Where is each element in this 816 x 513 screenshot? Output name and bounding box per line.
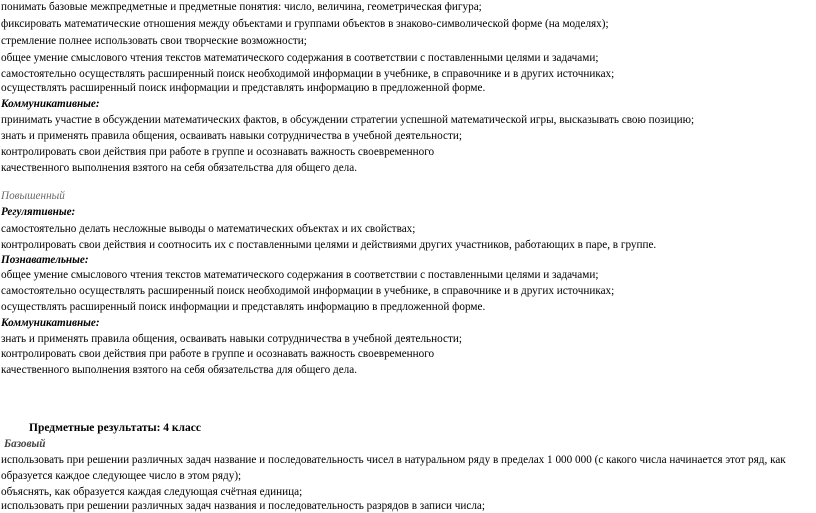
level-label-advanced: Повышенный [1, 190, 65, 202]
section-heading-communicative: Коммуникативные: [1, 98, 100, 110]
text-line: общее умение смыслового чтения текстов математического содержания в соответствии с поставленными целями и задачами; [1, 269, 599, 281]
text-line: общее умение смыслового чтения текстов математического содержания в соответствии с поставленными целями и задачами; [1, 52, 599, 64]
text-line: образуется каждое следующее число в этом ряду); [1, 470, 242, 482]
text-line: качественного выполнения взятого на себя обязательства для общего дела. [1, 364, 358, 376]
section-heading-communicative: Коммуникативные: [1, 317, 100, 329]
text-line: понимать базовые межпредметные и предметные понятия: число, величина, геометрическая фигура; [1, 1, 482, 13]
text-line: знать и применять правила общения, осваивать навыки сотрудничества в учебной деятельности; [1, 333, 462, 345]
text-line: самостоятельно делать несложные выводы о математических объектах и их свойствах; [1, 223, 416, 235]
section-heading-cognitive: Познавательные: [1, 254, 89, 266]
text-line: осуществлять расширенный поиск информации и представлять информацию в предложенной форме. [1, 82, 486, 94]
text-line: контролировать свои действия и соотносить их с поставленными целями и действиями других участников, работающих в паре, в группе. [1, 239, 657, 251]
level-label-basic: Базовый [4, 438, 46, 450]
text-line: качественного выполнения взятого на себя обязательства для общего дела. [1, 162, 358, 174]
text-line: самостоятельно осуществлять расширенный поиск необходимой информации в учебнике, в справочнике и в других источниках; [1, 68, 615, 80]
text-line: фиксировать математические отношения между объектами и группами объектов в знаково-символической форме (на моделях); [1, 18, 609, 30]
subject-results-title: Предметные результаты: 4 класс [29, 422, 201, 434]
text-line: осуществлять расширенный поиск информации и представлять информацию в предложенной форме. [1, 301, 486, 313]
text-line: контролировать свои действия при работе в группе и осознавать важность своевременного [1, 348, 435, 360]
text-line: использовать при решении различных задач названия и последовательность разрядов в записи числа; [1, 500, 485, 512]
text-line: объяснять, как образуется каждая следующая счётная единица; [1, 486, 303, 498]
section-heading-regulatory: Регулятивные: [1, 206, 76, 218]
text-line: использовать при решении различных задач название и последовательность чисел в натуральном ряду в пределах 1 000 000 (с какого числа начинается этот ряд, как [1, 454, 786, 466]
text-line: самостоятельно осуществлять расширенный поиск необходимой информации в учебнике, в справочнике и в других источниках; [1, 285, 615, 297]
text-line: принимать участие в обсуждении математических фактов, в обсуждении стратегии успешной математической игры, высказывать свою позицию; [1, 114, 695, 126]
text-line: стремление полнее использовать свои творческие возможности; [1, 35, 307, 47]
text-line: контролировать свои действия при работе в группе и осознавать важность своевременного [1, 146, 435, 158]
text-line: знать и применять правила общения, осваивать навыки сотрудничества в учебной деятельности; [1, 130, 462, 142]
